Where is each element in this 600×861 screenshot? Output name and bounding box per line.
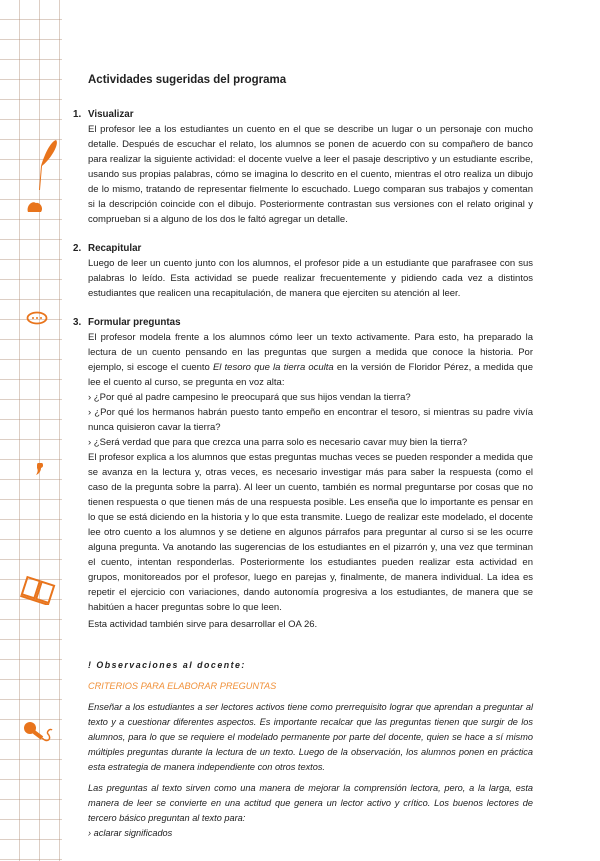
- section-body: El profesor lee a los estudiantes un cuento en el que se describe un lugar o un personaje con mucho detalle. Después de escuchar el relato, los alumnos se ponen de acuerdo con su compañero de banco para realizar la siguiente actividad: el docente vuelve a leer el pasaje descriptivo y un estudiante escribe, usando sus propias palabras, cómo se imagina lo descrito en el cuento, mientras el otro realiza un dibujo de lo mismo, tratando de representar fielmente lo escuchado. Luego comparan sus trabajos y comentan si la descripción coincide con el dibujo. Posteriormente contrastan sus versiones con el relato original y comprueban si a alguno de los dos le faltó agregar un detalle.: [88, 124, 533, 225]
- section-visualizar: [73, 107, 533, 227]
- ink-blot-icon: [26, 200, 44, 214]
- quill-icon: [36, 138, 58, 193]
- section-heading: 1. Visualizar: [73, 109, 134, 120]
- section-body: El profesor explica a los alumnos que estas preguntas muchas veces se pueden responder a medida que se avanza en la lectura y, otras veces, es necesario investigar más para saber la respuesta (como el caso de la pregunta sobre la parra). Al leer un cuento, también es normal preguntarse por cosas que no tienen respuesta o que tienen más de una respuesta posible. Les enseña que lo importante es pensar en lo que se está diciendo en la historia y lo que esta transmite. Luego de realizar este modelado, el docente lee otro cuento a los alumnos y se detiene en algunos párrafos para preguntar al curso si se les ocurre alguna pregunta. Va anotando las sugerencias de los estudiantes en el pizarrón y, una vez que terminan el cuento, intentan responderlas. Posteriormente los estudiantes pueden realizar esta actividad en grupos, monitoreados por el profesor, luego en parejas y, finalmente, de manera individual. La idea es repetir el ejercicio con variaciones, dando autonomía progresiva a los estudiantes, de manera que se habitúen a hacer preguntas sobre lo que leen.: [88, 452, 533, 613]
- section-body: Luego de leer un cuento junto con los alumnos, el profesor pide a un estudiante que parafrasee con sus palabras lo leído. Esta actividad se puede realizar frecuentemente y pidiendo cada vez a distintos estudiantes que realicen una recapitulación, de manera que ejerciten su atención al leer.: [88, 258, 533, 299]
- observations-paragraph: Las preguntas al texto sirven como una manera de mejorar la comprensión lectora, pero, a la larga, esta manera de leer se convierte en una actitud que genera un lector activo y crítico. Los buenos lectores de tercero básico preguntan al texto para:: [88, 783, 533, 823]
- section-recapitular: [73, 241, 533, 301]
- microphone-icon: [22, 720, 56, 748]
- observations-paragraph: Enseñar a los estudiantes a ser lectores activos tiene como prerrequisito lograr que aprendan a preguntar al texto y a cuestionar diferentes aspectos. Es importante recalcar que las preguntas tienen que surgir de los alumnos, para lo que se requiere el modelado permanente por parte del docente, quien se hace a sí mismo múltiples preguntas durante la lectura de un texto. Luego de la observación, los alumnos ponen en práctica esta estrategia de manera independiente con otros textos.: [88, 702, 533, 772]
- question-item: › ¿Será verdad que para que crezca una parra solo es necesario cavar muy bien la tierra?: [88, 437, 468, 448]
- observations-list-item: › aclarar significados: [88, 828, 173, 838]
- section-note: Esta actividad también sirve para desarrollar el OA 26.: [88, 619, 318, 630]
- page-title: Actividades sugeridas del programa: [88, 74, 287, 86]
- question-item: › ¿Por qué al padre campesino le preocupará que sus hijos vendan la tierra?: [88, 392, 411, 403]
- section-heading: 2. Recapitular: [73, 243, 142, 254]
- page-content: [73, 0, 533, 861]
- teacher-observations: [88, 658, 533, 841]
- section-formular-preguntas: [73, 315, 533, 632]
- speech-bubble-icon: [26, 311, 48, 325]
- section-intro: El profesor modela frente a los alumnos cómo leer un texto activamente. Para esto, ha preparado la lectura de un cuento pensando en las preguntas que surgen a medida que conoce la historia. Por ejemplo, si escoge el cuento El tesoro que la tierra oculta en la versión de Floridor Pérez, a medida que lee el cuento al curso, se pregunta en voz alta:: [88, 332, 533, 388]
- question-item: › ¿Por qué los hermanos habrán puesto tanto empeño en encontrar el tesoro, si mientras su padre vivía nunca quisieron cavar la tierra?: [88, 407, 533, 433]
- section-heading: 3. Formular preguntas: [73, 317, 181, 328]
- book-title: El tesoro que la tierra oculta: [212, 362, 334, 373]
- comma-icon: [35, 463, 43, 477]
- observations-subtitle: CRITERIOS PARA ELABORAR PREGUNTAS: [88, 681, 277, 691]
- observations-title: ! Observaciones al docente:: [88, 660, 246, 670]
- book-icon: [20, 575, 56, 605]
